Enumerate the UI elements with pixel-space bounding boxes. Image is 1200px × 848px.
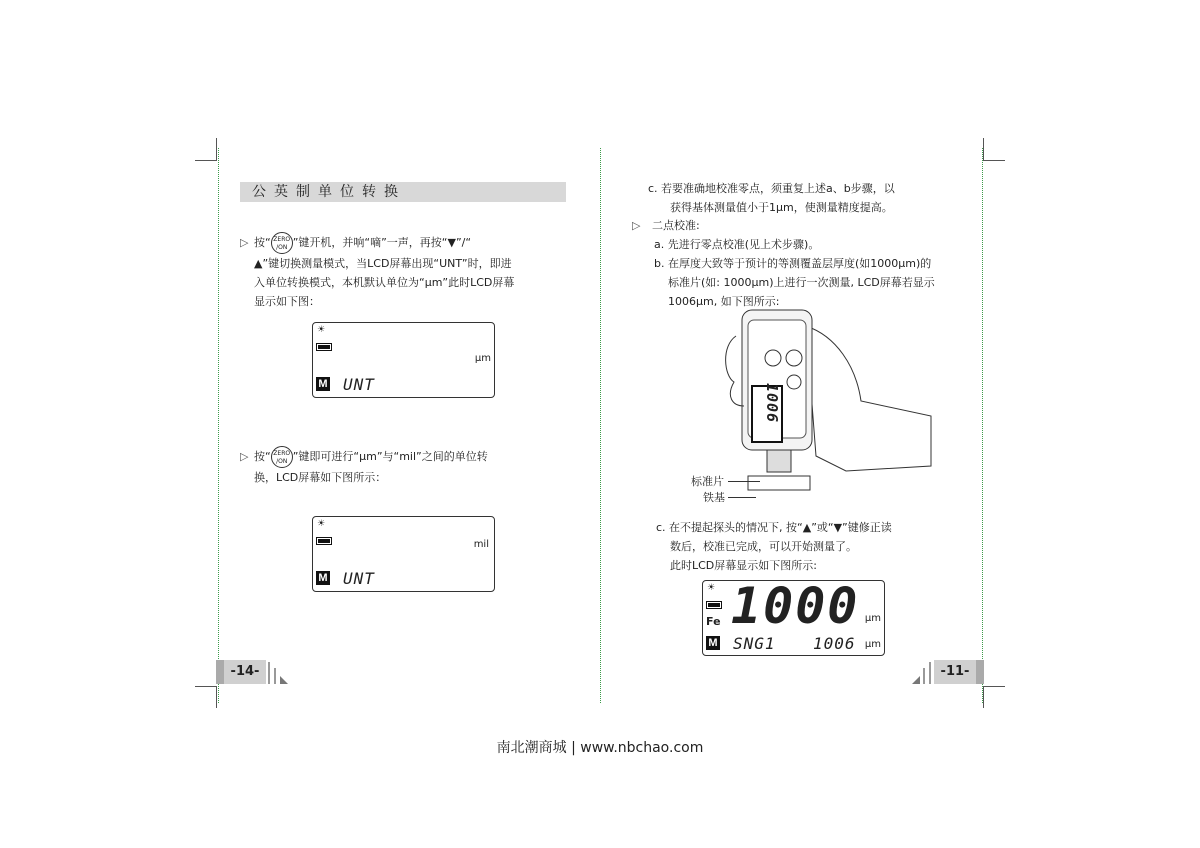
leader-line xyxy=(728,497,756,498)
gauge-illustration xyxy=(686,306,946,506)
text: 按“ xyxy=(254,236,271,249)
bullet-arrow-icon: ▷ xyxy=(240,450,249,463)
crop-mark xyxy=(983,160,1005,161)
crop-mark xyxy=(195,160,217,161)
zero-on-key-icon: ZERO /ON xyxy=(271,232,293,254)
fe-indicator: Fe xyxy=(706,615,721,628)
lcd-text: UNT xyxy=(343,375,375,394)
crop-mark xyxy=(216,138,217,160)
crop-mark xyxy=(983,138,984,160)
text: b. 在厚度大致等于预计的等测覆盖层厚度(如1000μm)的 xyxy=(654,257,932,270)
label-standard-plate: 标准片 xyxy=(691,475,724,488)
text: c. 在不提起探头的情况下, 按“▲”或“▼”键修正读 xyxy=(656,521,892,534)
zero-on-key-icon: ZERO /ON xyxy=(271,446,293,468)
lcd-text: UNT xyxy=(343,569,375,588)
battery-icon xyxy=(316,343,332,351)
unit-bottom: μm xyxy=(864,639,881,650)
lcd-screen-calibrated xyxy=(702,577,885,656)
page-tab-triangle xyxy=(280,676,288,684)
device-display-value: 1006 xyxy=(763,382,782,424)
page-tab-edge xyxy=(216,660,224,684)
secondary-reading: 1006 xyxy=(813,634,856,653)
page-guide-center xyxy=(600,148,601,703)
leader-line xyxy=(728,481,760,482)
text: 获得基体测量值小于1μm，使测量精度提高。 xyxy=(670,201,893,214)
backlight-icon: ☀ xyxy=(317,519,326,529)
mode-indicator: M xyxy=(706,636,720,650)
page-guide-right xyxy=(982,148,983,703)
unit-top: μm xyxy=(864,613,881,624)
text: c. 若要准确地校准零点，须重复上述a、b步骤，以 xyxy=(648,182,895,195)
text: 入单位转换模式，本机默认单位为“μm”此时LCD屏幕 xyxy=(254,276,515,289)
lcd-text: SNG1 xyxy=(733,634,776,653)
main-reading: 1000 xyxy=(731,577,860,635)
text: ”键开机，并响“嘀”一声，再按“▼”/“ xyxy=(292,236,472,249)
text: a. 先进行零点校准(见上术步骤)。 xyxy=(654,238,820,251)
backlight-icon: ☀ xyxy=(317,325,326,335)
text: 1006μm, 如下图所示: xyxy=(668,295,780,308)
mode-indicator: M xyxy=(316,571,330,585)
battery-icon xyxy=(706,601,722,609)
text: 换，LCD屏幕如下图所示： xyxy=(254,471,387,484)
paragraph-unit-switch xyxy=(240,446,570,487)
text: ”键即可进行“μm”与“mil”之间的单位转 xyxy=(292,450,488,463)
mode-indicator: M xyxy=(316,377,330,391)
section-title: 公英制单位转换 xyxy=(240,182,566,202)
text: 数后，校准已完成，可以开始测量了。 xyxy=(670,540,857,553)
bullet-arrow-icon: ▷ xyxy=(240,236,249,249)
backlight-icon: ☀ xyxy=(707,583,716,593)
page-tab-line xyxy=(929,662,931,684)
paragraph-power-on xyxy=(240,232,570,311)
crop-mark xyxy=(216,686,217,708)
text: 二点校准: xyxy=(652,219,700,232)
crop-mark xyxy=(983,686,1005,687)
text: 显示如下图： xyxy=(254,295,320,308)
page-tab-triangle xyxy=(912,676,920,684)
crop-mark xyxy=(983,686,984,708)
page-tab-line xyxy=(274,668,276,684)
text: 标准片(如: 1000μm)上进行一次测量, LCD屏幕若显示 xyxy=(668,276,935,289)
page-number: -11- xyxy=(934,660,976,684)
text: 此时LCD屏幕显示如下图所示: xyxy=(670,559,817,572)
page-tab-line xyxy=(268,662,270,684)
battery-icon xyxy=(316,537,332,545)
text: ▲”键切换测量模式，当LCD屏幕出现“UNT”时，即进 xyxy=(254,257,512,270)
lcd-screen-um xyxy=(312,322,495,398)
bullet-arrow-icon: ▷ xyxy=(632,219,641,232)
paragraph-two-point xyxy=(632,216,972,311)
unit-label: mil xyxy=(473,539,489,550)
unit-label: μm xyxy=(474,353,491,364)
page-guide-left xyxy=(218,148,219,703)
crop-mark xyxy=(195,686,217,687)
page-tab-edge xyxy=(976,660,984,684)
footer-watermark: 南北潮商城 | www.nbchao.com xyxy=(496,740,704,756)
page-tab-line xyxy=(923,668,925,684)
text: 按“ xyxy=(254,450,271,463)
page-number: -14- xyxy=(224,660,266,684)
paragraph-step-c xyxy=(648,179,978,217)
lcd-screen-mil xyxy=(312,516,495,592)
label-iron-base: 铁基 xyxy=(703,491,725,504)
paragraph-adjust xyxy=(656,518,976,575)
